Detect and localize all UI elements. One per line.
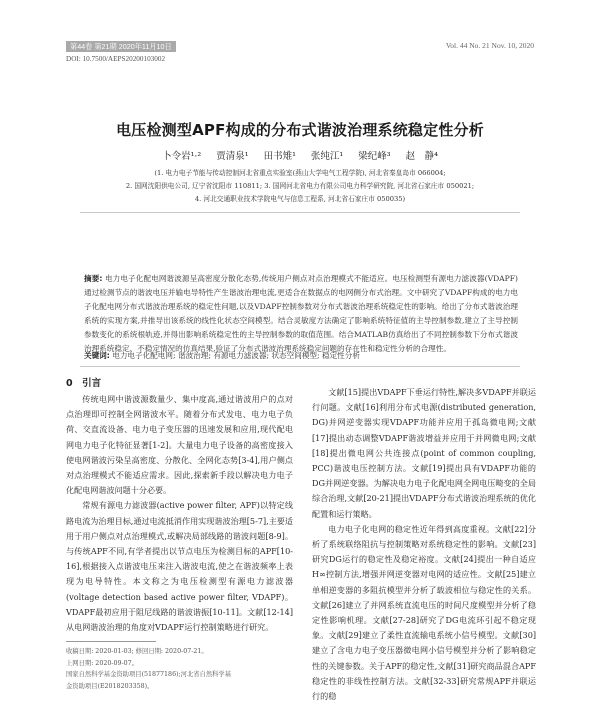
paper-title: 电压检测型APF构成的分布式谐波治理系统稳定性分析 [116,121,484,139]
journal-issue-tag: 第44卷 第21期 2020年11月10日 [66,41,176,52]
footnote-line: 金资助项目(E2018203358)。 [66,682,154,690]
abstract-text: 电力电子化配电网谐波源呈高密度分散化态势,传统用户侧点对点治理模式不能适应。电压检测型有源电力滤波器(VDAPF)通过检测节点的谐波电压并输电导特性产生谐波治理电流,更适合在数据点的电网侧分布式治理。文中研究了VDAPF构成的电力电子化配电网分布式谐波治理系统的稳定性问题,以及VDAPF控制参数对分布式谐波治理系统稳定性的影响。给出了分布式谐波治理系统的实现方案,并推导出该系统的线性化状态空间模型。结合灵敏度方法确定了影响系统特征值的主导控制参数,建立了主导控制参数变化的系统根轨迹,并得出影响系统稳定性的主导控制参数的取值范围。结合MATLAB仿真给出了不同控制参数下分布式谐波治理系统稳定、不稳定情况的仿真结果,验证了分布式谐波治理系统稳定问题的存在性和稳定性分析的合理性。 [84,274,518,353]
author: 张纯江¹ [310,151,344,162]
affiliation-line: (1. 电力电子节能与传动控制河北省重点实验室(燕山大学电气工程学院), 河北省秦皇岛市 066004; [154,169,446,177]
paragraph: 传统电网中谐波源数量少、集中度高,通过谐波用户的点对点治理即可控制全网谐波水平。随着分布式发电、电力电子负荷、交直流设备、电力电子变压器的迅速发展和应用,现代配电网电力电子化特征显著[1-2]。大量电力电子设备的高密度接入使电网谐波污染呈高密度、分散化、全网化态势[3-4],用户侧点对点治理模式不能适应需求。因此,探索新手段以解决电力电子化配电网谐波问题十分必要。 [66,394,293,496]
section-heading: 0 引言 [66,378,102,389]
keywords [84,350,518,361]
affiliation-line: 2. 国网沈阳供电公司, 辽宁省沈阳市 110811; 3. 国网河北省电力有限公司电力科学研究院, 河北省石家庄市 050021; [125,182,475,190]
footnote [66,646,293,692]
keywords-label: 关键词: [84,351,110,360]
author: 卜令岩¹·² [162,151,202,162]
divider [80,212,520,213]
abstract-label: 摘要: [84,274,103,283]
paragraph: 电力电子化电网的稳定性近年得到高度重视。文献[22]分析了系统联络阻抗与控制策略对系统稳定性的影响。文献[23]研究DG运行的稳定性及稳定裕度。文献[24]提出一种自适应H∞控制方法,增强并网逆变器对电网的适应性。文献[25]建立单相逆变器的多阻抗模型并分析了载波相位与稳定性的关系。文献[26]建立了并网系统直流电压的时间尺度模型并分析了稳定性影响机理。文献[27-28]研究了DG电流环引起不稳定现象。文献[29]建立了柔性直流输电系统小信号模型。文献[30]建立了含电力电子变压器微电网小信号模型并分析了影响稳定性的关键参数。关于APF的稳定性,文献[31]研究商品混合APF稳定性的非线性控制方法。文献[32-33]研究常规APF并联运行的稳 [312,523,536,702]
abstract [84,272,518,355]
affiliation-line: 4. 河北交通职业技术学院电气与信息工程系, 河北省石家庄市 050035) [194,195,406,203]
keywords-text: 电力电子化配电网; 谐波治理; 有源电力滤波器; 状态空间模型; 稳定性分析 [112,351,360,360]
footnote-divider [66,641,156,642]
author: 赵 静⁴ [405,151,438,162]
author-list [0,148,600,162]
divider [80,366,520,367]
author: 田书雉¹ [263,151,296,162]
footnote-line: 上网日期: 2020-09-07。 [66,659,138,667]
paragraph: 文献[15]提出VDAPF下垂运行特性,解决多VDAPF并联运行问题。文献[16]利用分布式电源(distributed generation, DG)并网逆变器实现VDAPF功能并应用于孤岛微电网;文献[17]提出动态调整VDAPF谐波增益并应用于并网微电网;文献[18]提出微电网公共连接点(point of common coupling, PCC)谐波电压控制方法。文献[19]提出具有VDAPF功能的DG并网逆变器。为解决电力电子化配电网全网电压畸变的全局综合治理,文献[20-21]提出VDAPF分布式谐波治理系统的优化配置和运行策略。 [312,387,536,519]
left-column [66,392,293,635]
paragraph: 常规有源电力滤波器(active power filter, APF)以特定线路电流为治理目标,通过电流抵消作用实现谐波治理[5-7],主要适用于用户侧点对点治理模式,或解决局部线路的谐波问题[8-9]。与传统APF不同,有学者提出以节点电压为检测目标的APF[10-16],根据接入点谐波电压来注入谐波电流,使之在谐波频率上表现为电导特性。本文称之为电压检测型有源电力滤波器(voltage detection based active power filter, VDAPF)。VDAPF最初应用于阻尼线路的谐波谐振[10-11]。文献[12-14]从电网谐波治理的角度对VDAPF运行控制策略进行研究。 [66,500,293,633]
right-column [312,385,536,704]
footnote-line: 收稿日期: 2020-01-03; 修回日期: 2020-07-21。 [66,648,208,655]
journal-volume-info: Vol. 44 No. 21 Nov. 10, 2020 [445,41,534,50]
footnote-line: 国家自然科学基金资助项目(51877186);河北省自然科学基 [66,671,232,679]
doi: DOI: 10.7500/AEPS20200103002 [66,55,166,63]
author: 贾清泉¹ [216,151,249,162]
author: 梁纪峰³ [358,151,391,162]
